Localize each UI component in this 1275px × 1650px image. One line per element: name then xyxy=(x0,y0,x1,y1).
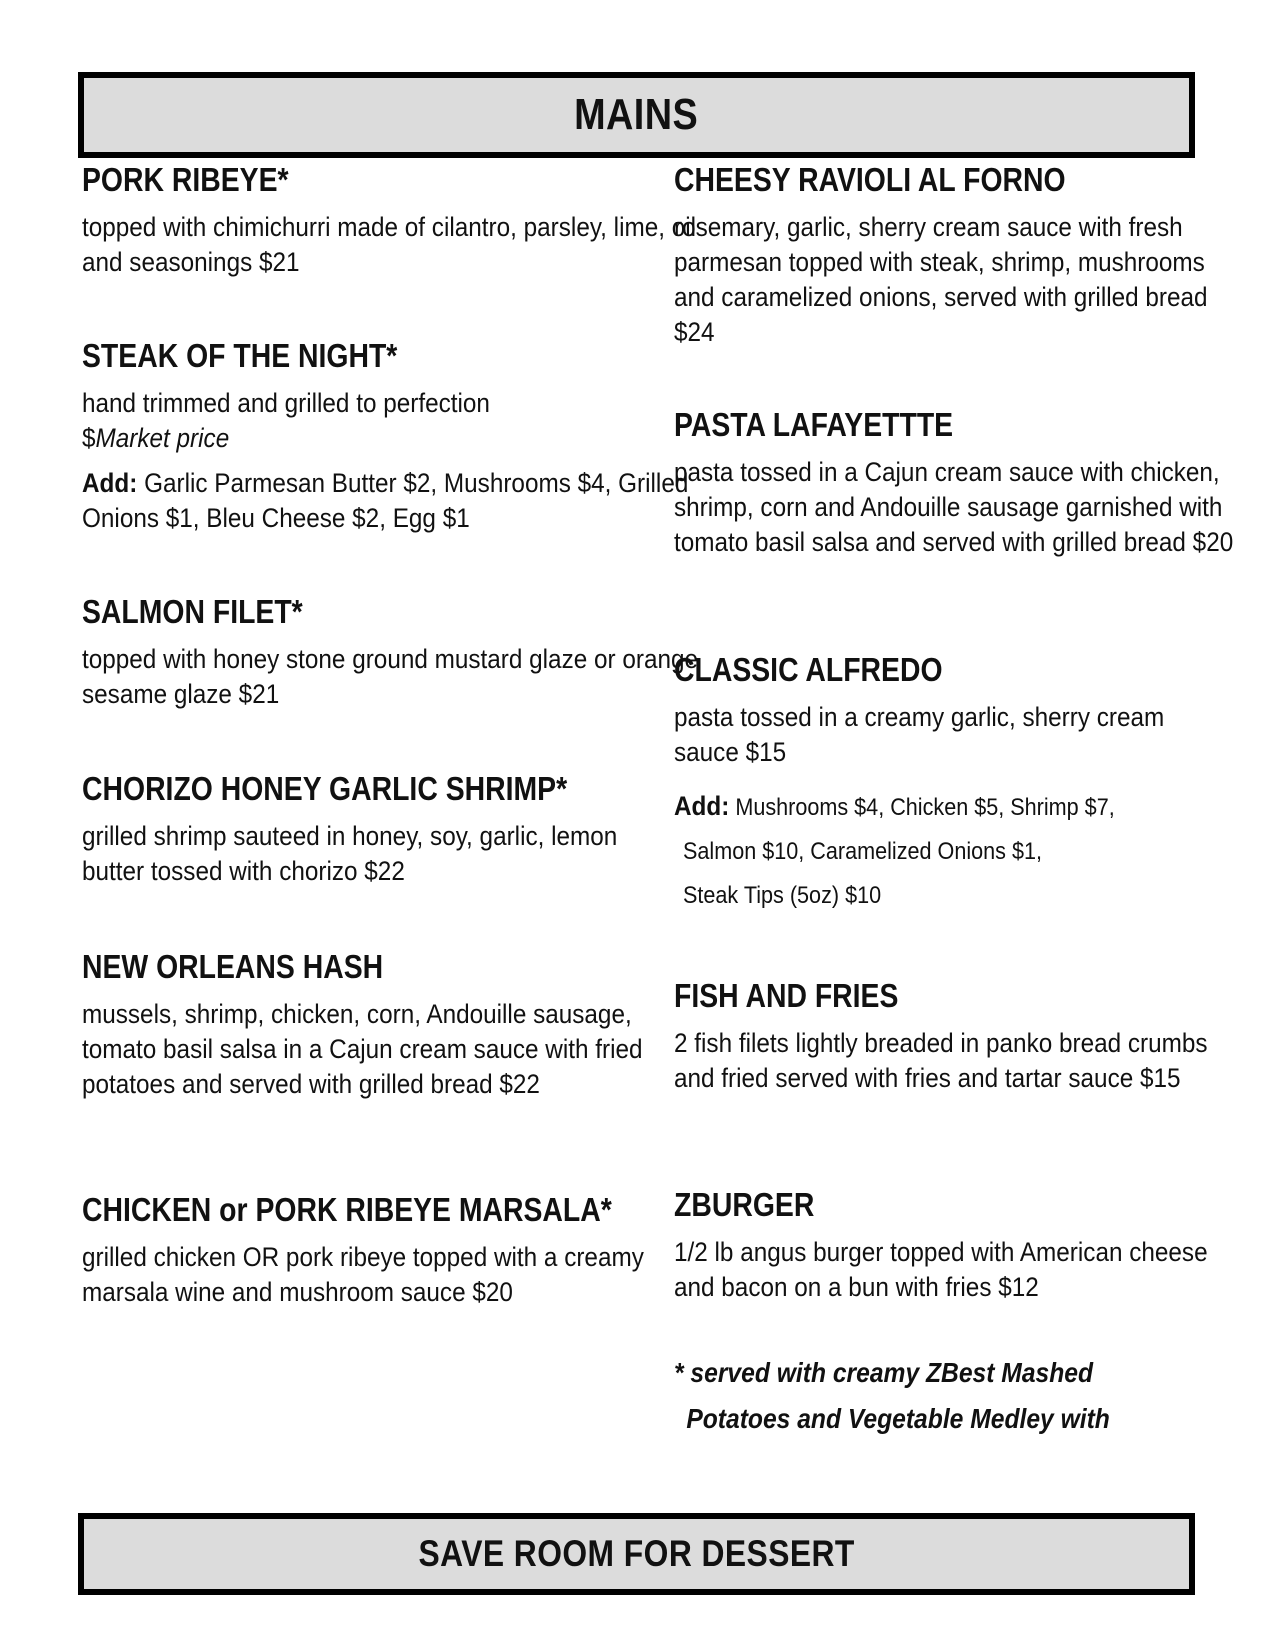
footnote xyxy=(674,1350,1167,1442)
item-title: CHORIZO HONEY GARLIC SHRIMP* xyxy=(82,770,568,807)
menu-item-new-orleans-hash xyxy=(82,947,662,1102)
menu-item-fish-and-fries xyxy=(674,976,1234,1096)
item-title: CLASSIC ALFREDO xyxy=(674,651,943,688)
add-label: Add: xyxy=(82,468,138,498)
item-description: rosemary, garlic, sherry cream sauce with fresh parmesan topped with steak, shrimp, mushrooms and caramelized onions, served with grilled bread $24 xyxy=(674,212,1208,347)
menu-item-pasta-lafayette xyxy=(674,405,1234,560)
add-ons-line-2: Salmon $10, Caramelized Onions $1, xyxy=(683,838,1043,865)
item-title: SALMON FILET* xyxy=(82,593,303,630)
item-title: PORK RIBEYE* xyxy=(82,161,289,198)
item-description: mussels, shrimp, chicken, corn, Andouille sausage, tomato basil salsa in a Cajun cream sauce with fried potatoes and served with grilled bread $22 xyxy=(82,999,643,1099)
menu-item-classic-alfredo xyxy=(674,650,1234,918)
market-price: Market price xyxy=(95,423,230,453)
menu-item-chorizo-honey-garlic-shrimp xyxy=(82,769,662,889)
item-title: CHEESY RAVIOLI AL FORNO xyxy=(674,161,1066,198)
item-title: NEW ORLEANS HASH xyxy=(82,948,384,985)
item-description-text: hand trimmed and grilled to perfection xyxy=(82,388,490,418)
item-description: topped with chimichurri made of cilantro, parsley, lime, oil and seasonings $21 xyxy=(82,212,697,277)
item-description: grilled chicken OR pork ribeye topped with a creamy marsala wine and mushroom sauce $20 xyxy=(82,1242,644,1307)
item-description: 2 fish filets lightly breaded in panko bread crumbs and fried served with fries and tartar sauce $15 xyxy=(674,1028,1208,1093)
item-title: CHICKEN or PORK RIBEYE MARSALA* xyxy=(82,1191,612,1228)
add-ons-line-1: Mushrooms $4, Chicken $5, Shrimp $7, xyxy=(735,794,1115,821)
item-title: PASTA LAFAYETTTE xyxy=(674,406,954,443)
item-description: pasta tossed in a creamy garlic, sherry cream sauce $15 xyxy=(674,702,1165,767)
footnote-line-2: Potatoes and Vegetable Medley with xyxy=(686,1403,1110,1434)
item-description: pasta tossed in a Cajun cream sauce with chicken, shrimp, corn and Andouille sausage garnished with tomato basil salsa and served with grilled bread $20 xyxy=(674,457,1234,557)
add-ons xyxy=(82,466,698,536)
add-label: Add: xyxy=(674,791,730,821)
menu-item-zburger xyxy=(674,1185,1234,1305)
footnote-line-1: * served with creamy ZBest Mashed xyxy=(674,1357,1094,1388)
item-description: grilled shrimp sauteed in honey, soy, garlic, lemon butter tossed with chorizo $22 xyxy=(82,821,618,886)
item-description xyxy=(82,386,661,456)
add-ons-text: Garlic Parmesan Butter $2, Mushrooms $4, Grilled Onions $1, Bleu Cheese $2, Egg $1 xyxy=(82,468,689,533)
mains-header-banner xyxy=(78,72,1195,158)
price-prefix: $ xyxy=(82,423,96,453)
dessert-footer-banner xyxy=(78,1513,1195,1595)
item-title: FISH AND FRIES xyxy=(674,977,899,1014)
item-title: ZBURGER xyxy=(674,1186,815,1223)
menu-item-pork-ribeye xyxy=(82,160,697,280)
menu-item-steak-of-the-night xyxy=(82,336,689,536)
item-description: topped with honey stone ground mustard glaze or orange sesame glaze $21 xyxy=(82,644,699,709)
menu-item-marsala xyxy=(82,1190,662,1310)
mains-title: MAINS xyxy=(574,90,699,139)
dessert-title: SAVE ROOM FOR DESSERT xyxy=(418,1533,855,1574)
add-ons xyxy=(674,784,1233,918)
add-ons-line-3: Steak Tips (5oz) $10 xyxy=(683,882,882,909)
menu-item-salmon-filet xyxy=(82,592,699,712)
item-title: STEAK OF THE NIGHT* xyxy=(82,337,398,374)
item-description: 1/2 lb angus burger topped with American cheese and bacon on a bun with fries $12 xyxy=(674,1237,1208,1302)
menu-item-cheesy-ravioli xyxy=(674,160,1234,350)
